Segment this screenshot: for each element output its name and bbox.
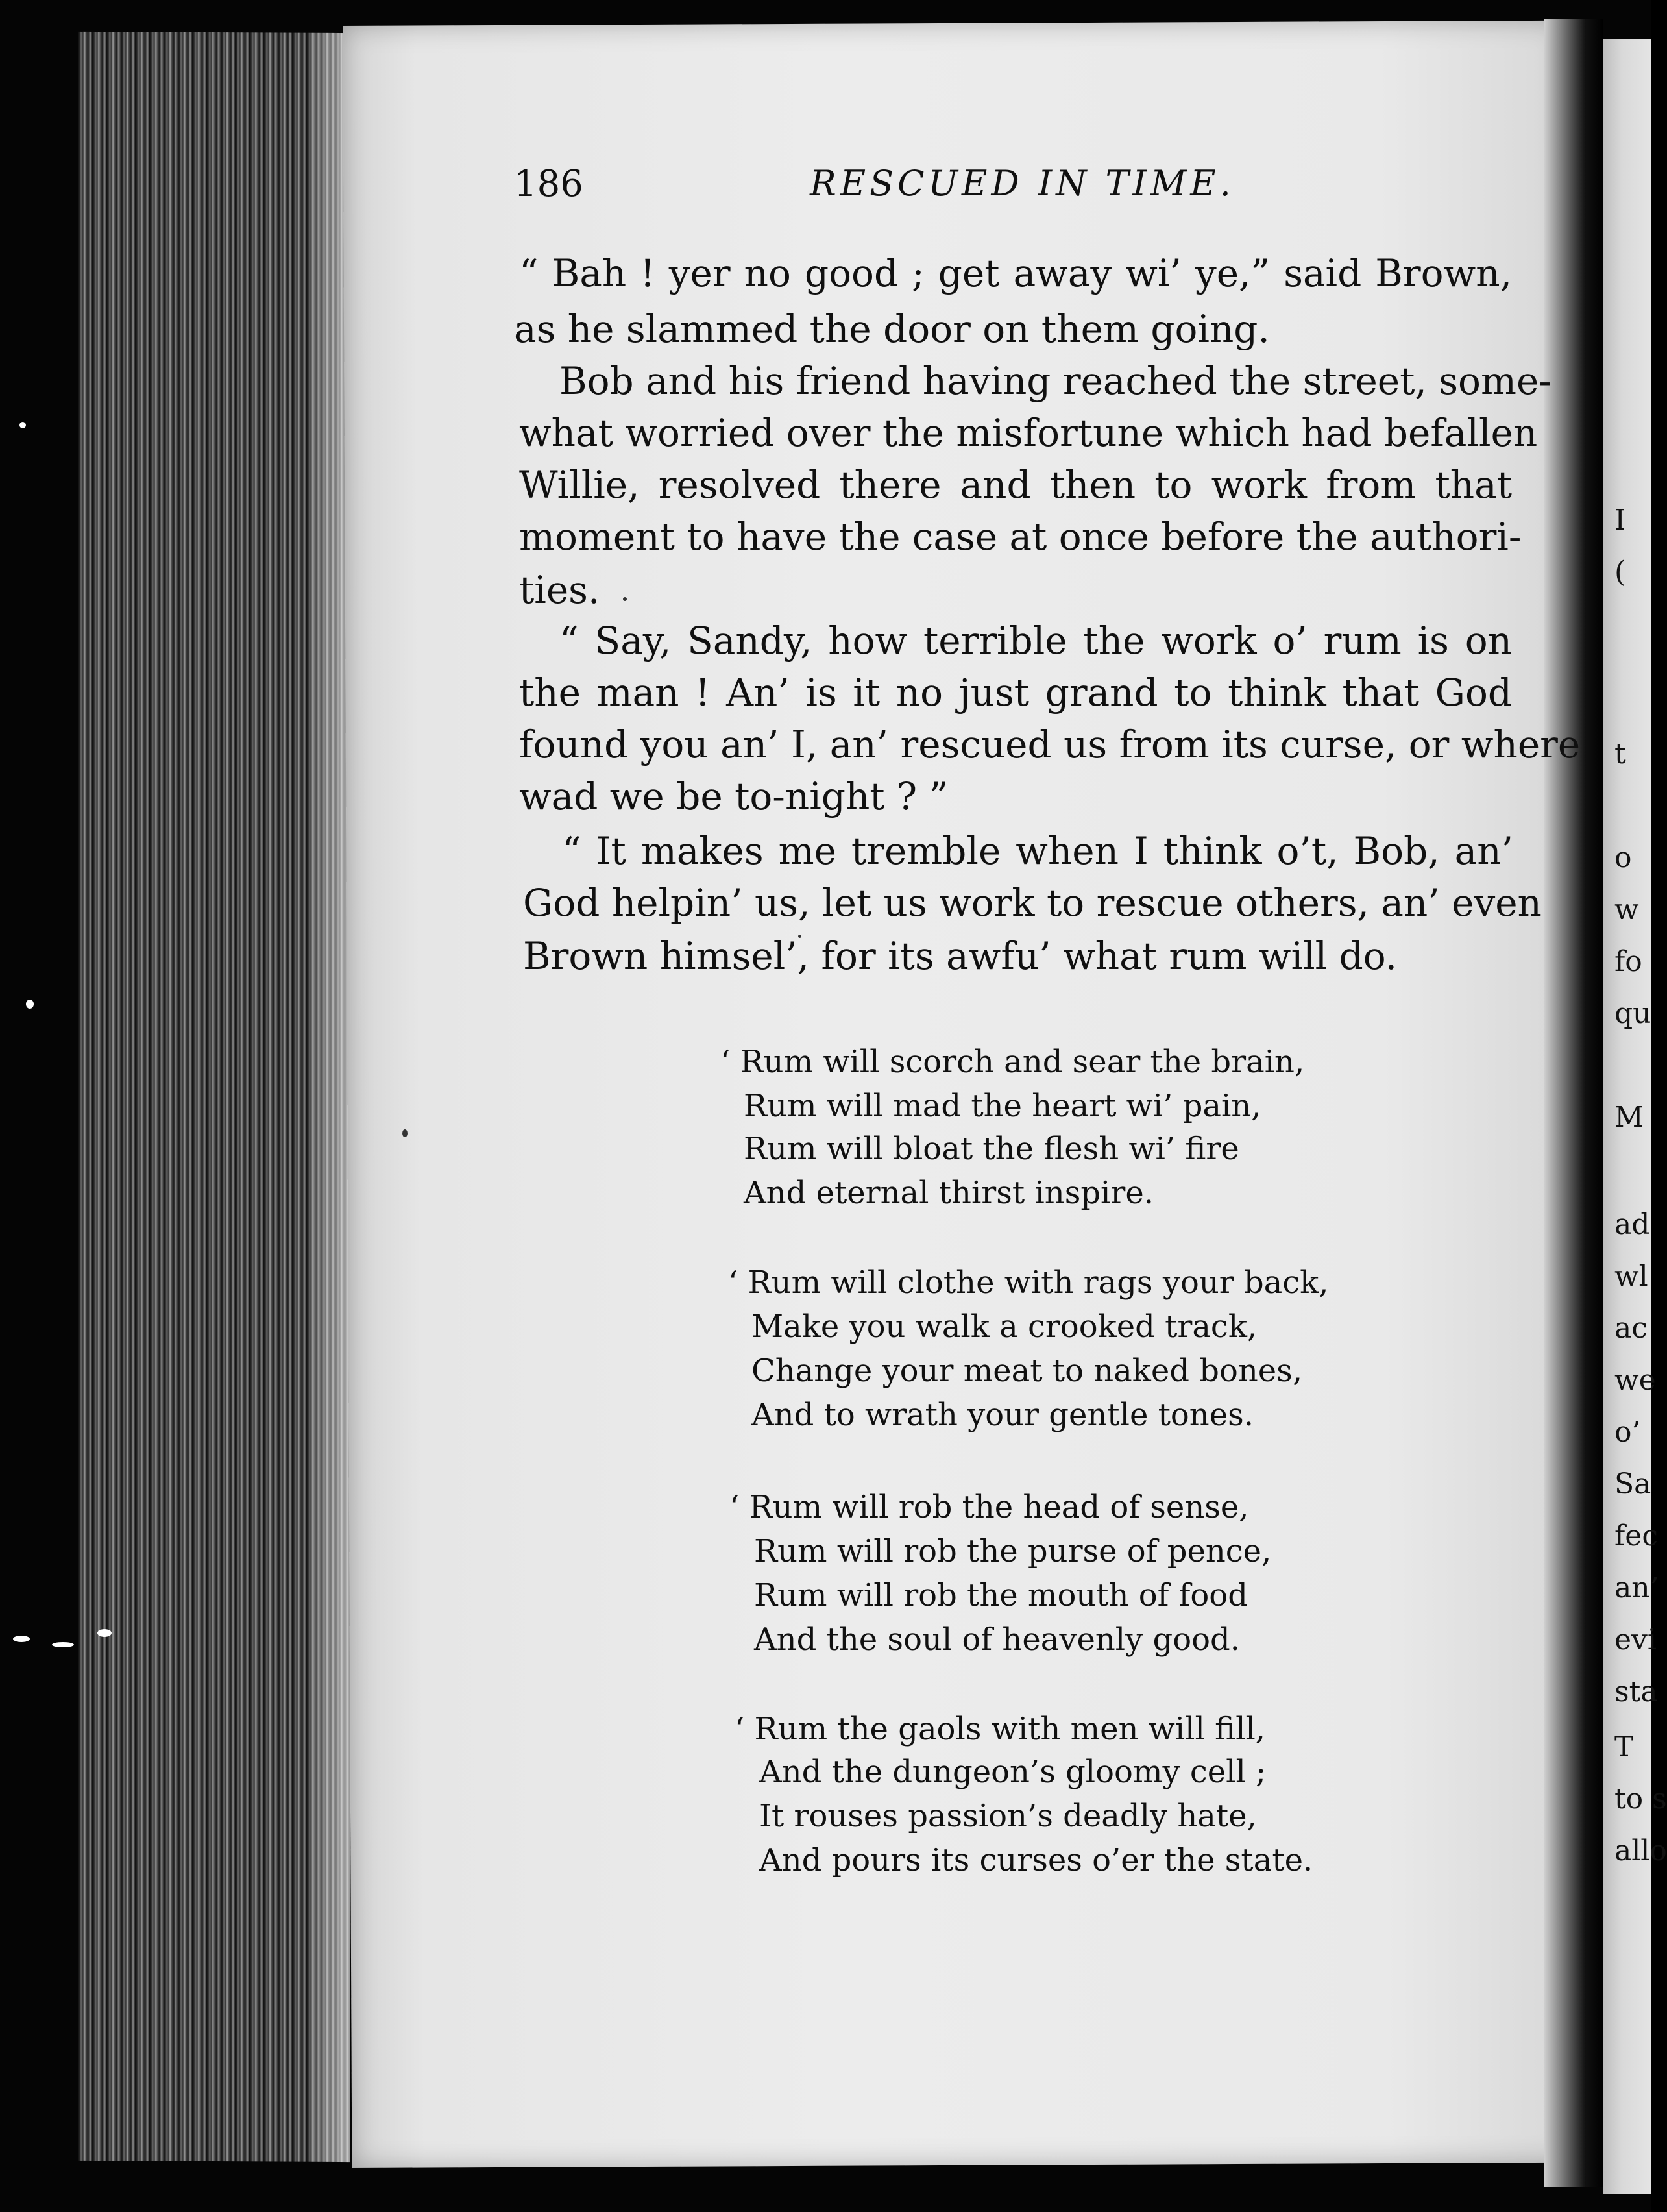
- facing-page-fragment: o’: [1614, 1416, 1641, 1449]
- verse-line: Rum will bloat the flesh wi’ fire: [744, 1131, 1239, 1167]
- facing-page-fragment: M: [1614, 1101, 1644, 1134]
- verse-line: ‘ Rum will clothe with rags your back,: [728, 1264, 1329, 1301]
- verse-line: ‘ Rum will rob the head of sense,: [729, 1489, 1249, 1525]
- prose-line: wad we be to-night ? ”: [519, 774, 949, 818]
- facing-page-fragment: w: [1614, 893, 1639, 926]
- facing-page-fragment: T: [1614, 1730, 1634, 1763]
- prose-line: moment to have the case at once before the authori-: [519, 515, 1522, 559]
- facing-page-fragment: wl: [1614, 1260, 1648, 1293]
- verse-line: ‘ Rum will scorch and sear the brain,: [720, 1044, 1305, 1080]
- prose-line: as he slammed the door on them going.: [514, 307, 1270, 351]
- verse-line: Change your meat to naked bones,: [751, 1353, 1303, 1389]
- verse-line: Rum will rob the mouth of food: [754, 1577, 1248, 1614]
- facing-page-fragment: sta: [1614, 1675, 1658, 1708]
- page-number: 186: [514, 163, 583, 205]
- verse-line: And to wrath your gentle tones.: [751, 1397, 1254, 1433]
- prose-line: “ Say, Sandy, how terrible the work o’ rum is on: [559, 619, 1512, 663]
- prose-line: God helpin’ us, let us work to rescue others, an’ even: [523, 881, 1542, 925]
- prose-line: the man ! An’ is it no just grand to think that God: [519, 670, 1512, 715]
- prose-line: Willie, resolved there and then to work from that: [519, 463, 1512, 507]
- facing-page-fragment: to s: [1614, 1782, 1667, 1815]
- facing-page-fragment: t: [1614, 737, 1626, 770]
- verse-line: ‘ Rum the gaols with men will fill,: [735, 1711, 1266, 1747]
- verse-line: Rum will mad the heart wi’ pain,: [744, 1088, 1261, 1124]
- prose-line: what worried over the misfortune which had befallen: [519, 411, 1538, 455]
- verse-line: Rum will rob the purse of pence,: [754, 1533, 1272, 1569]
- facing-page-fragment: we: [1614, 1364, 1656, 1397]
- facing-page-fragment: evi: [1614, 1623, 1657, 1656]
- prose-line: “ It makes me tremble when I think o’t, Bob, an’: [562, 829, 1513, 873]
- prose-line: ties.: [519, 568, 600, 612]
- facing-page-fragment: I: [1614, 504, 1626, 537]
- prose-line: Brown himsel’, for its awfu’ what rum will do.: [523, 934, 1398, 978]
- facing-page-fragment: fo: [1614, 945, 1642, 978]
- verse-line: And the soul of heavenly good.: [754, 1621, 1241, 1658]
- facing-page-fragment: allo: [1614, 1834, 1667, 1867]
- facing-page-fragment: ad: [1614, 1208, 1650, 1241]
- verse-line: Make you walk a crooked track,: [751, 1309, 1258, 1345]
- facing-page-fragment: fec: [1614, 1519, 1658, 1553]
- facing-page-fragment: (: [1614, 556, 1626, 589]
- verse-line: It rouses passion’s deadly hate,: [759, 1798, 1257, 1834]
- prose-line: found you an’ I, an’ rescued us from its curse, or where: [519, 722, 1581, 767]
- facing-page-fragment: ac: [1614, 1312, 1648, 1345]
- facing-page-fragment: an’: [1614, 1571, 1659, 1604]
- verse-line: And the dungeon’s gloomy cell ;: [759, 1754, 1267, 1790]
- prose-line: “ Bah ! yer no good ; get away wi’ ye,” said Brown,: [519, 251, 1512, 295]
- verse-line: And pours its curses o’er the state.: [759, 1842, 1313, 1878]
- facing-page-fragment: o: [1614, 841, 1632, 874]
- facing-page-fragment: qu: [1614, 997, 1651, 1030]
- verse-line: And eternal thirst inspire.: [744, 1175, 1154, 1211]
- running-title: RESCUED IN TIME.: [810, 163, 1235, 204]
- prose-line: Bob and his friend having reached the street, some-: [559, 359, 1551, 403]
- facing-page-fragment: Sa: [1614, 1468, 1651, 1501]
